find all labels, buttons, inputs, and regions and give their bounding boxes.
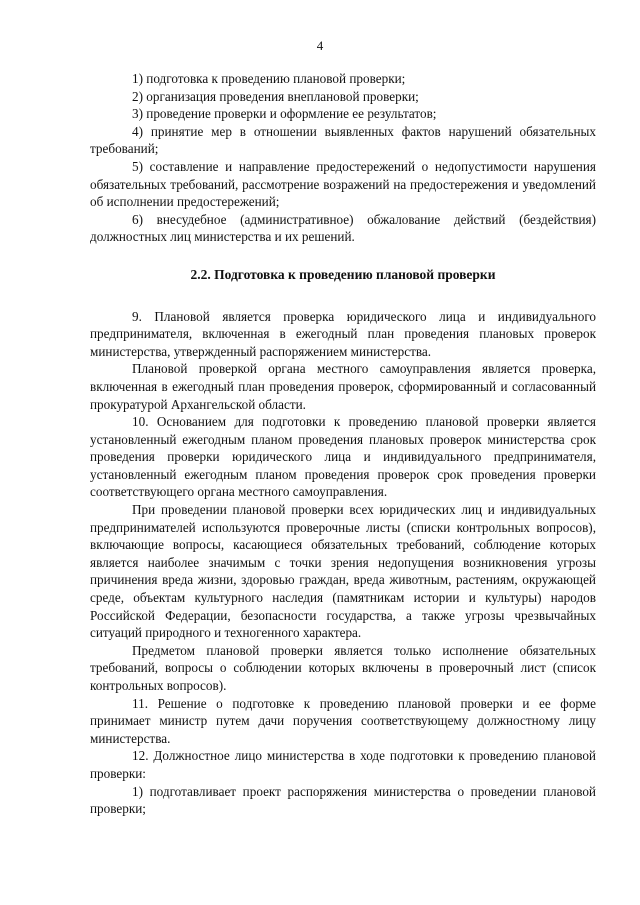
paragraph: 12. Должностное лицо министерства в ходе подготовки к проведению плановой проверки: bbox=[90, 748, 596, 781]
list-item: 6) внесудебное (административное) обжалование действий (бездействия) должностных лиц министерства и их решений. bbox=[90, 211, 596, 245]
list-item: 3) проведение проверки и оформление ее результатов; bbox=[132, 106, 437, 122]
list-item: 2) организация проведения внеплановой проверки; bbox=[132, 88, 419, 104]
paragraph: Плановой проверкой органа местного самоуправления является проверка, включенная в ежегодный план проведения проверок, сформированный и согласованный прокуратурой Архангельской области. bbox=[90, 361, 596, 412]
paragraph: 1) подготавливает проект распоряжения министерства о проведении плановой проверки; bbox=[90, 783, 596, 817]
list-item: 1) подготовка к проведению плановой проверки; bbox=[132, 71, 406, 86]
paragraph: При проведении плановой проверки всех юридических лиц и индивидуальных предпринимателей используются проверочные листы (списки контрольных вопросов), включающие вопросы, касающиеся обязательных требований, соблюдение которых является наиболее значимым с точки зрения недопущения возникновения угрозы причинения вреда жизни, здоровью граждан, вреда животным, растениям, окружающей среде, объектам культурного наследия (памятникам истории и культуры) народов Российской Федерации, безопасности государства, а также угрозы чрезвычайных ситуаций природного и техногенного характера. bbox=[90, 502, 596, 641]
paragraph: 10. Основанием для подготовки к проведению плановой проверки является установленный ежегодным планом проведения плановых проверок министерства срок проведения проверки юридического лица и индивидуального предпринимателя, установленный ежегодным планом проведения проверок срок проведения проверки соответствующего органа местного самоуправления. bbox=[90, 414, 596, 500]
paragraph: Предметом плановой проверки является только исполнение обязательных требований, вопросы о соблюдении которых включены в проверочный лист (список контрольных вопросов). bbox=[90, 642, 596, 693]
list-item: 4) принятие мер в отношении выявленных фактов нарушений обязательных требований; bbox=[90, 123, 596, 157]
list-item: 5) составление и направление предостережений о недопустимости нарушения обязательных требований, рассмотрение возражений на предостережения и уведомлений об исполнении предостережений; bbox=[90, 158, 596, 210]
section-heading: 2.2. Подготовка к проведению плановой проверки bbox=[190, 266, 496, 282]
page-number: 4 bbox=[316, 38, 324, 53]
paragraph: 9. Плановой является проверка юридического лица и индивидуального предпринимателя, включенная в ежегодный план проведения плановых проверок министерства, утвержденный распоряжением министерства. bbox=[90, 308, 596, 359]
paragraph: 11. Решение о подготовке к проведению плановой проверки и ее форме принимает министр путем дачи поручения соответствующему должностному лицу министерства. bbox=[90, 695, 596, 746]
document-body bbox=[90, 70, 596, 818]
